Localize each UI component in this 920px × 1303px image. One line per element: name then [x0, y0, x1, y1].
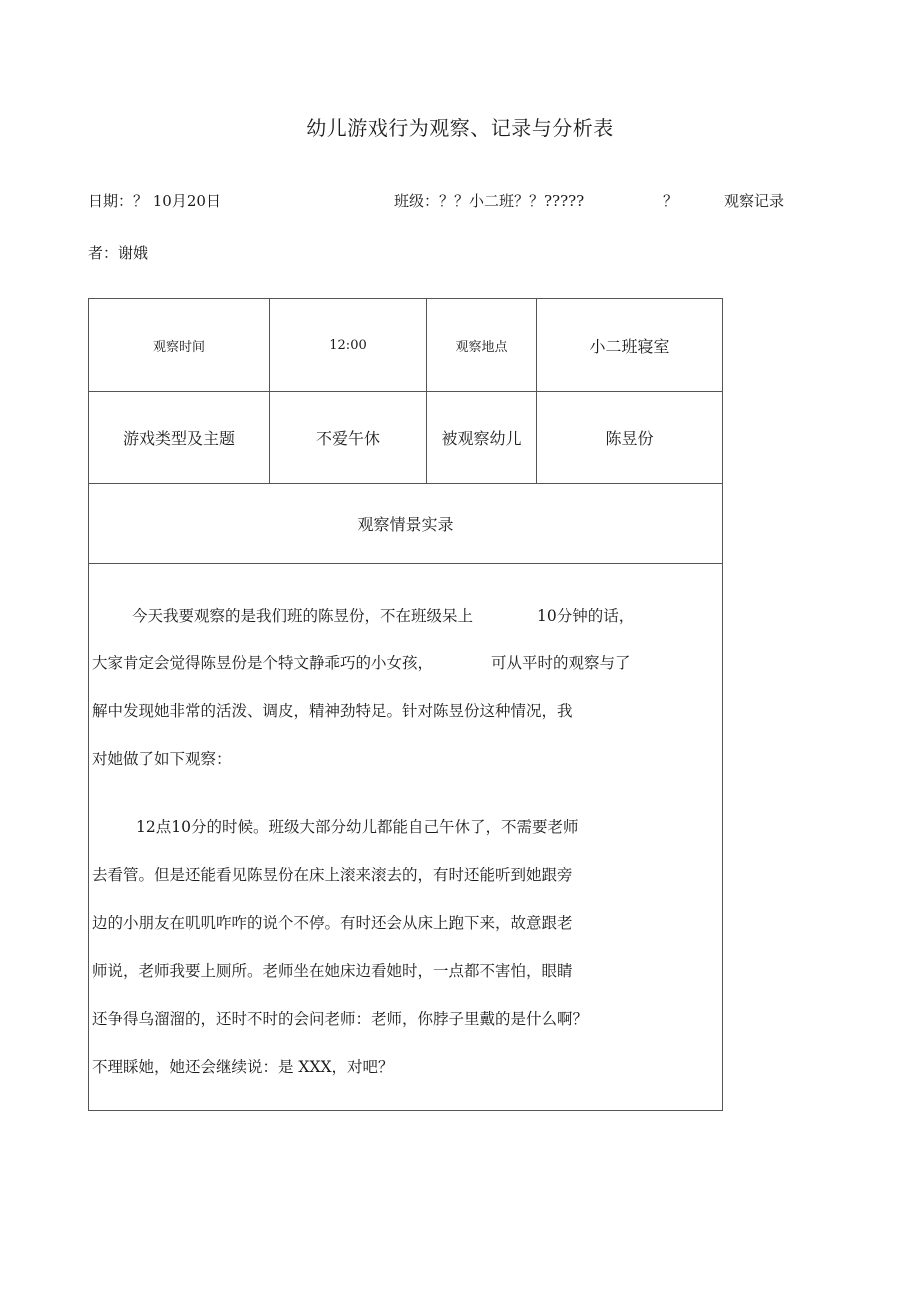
paragraph2-line1: 12点10分的时候。班级大部分幼儿都能自己午休了，不需要老师: [136, 818, 579, 836]
paragraph1-line2-text-b: 可从平时的观察与了: [491, 654, 631, 672]
paragraph1-line1-text-a: 今天我要观察的是我们班的陈昱份，不在班级呆上: [132, 607, 474, 625]
place-label-cell: 观察地点: [427, 299, 537, 391]
table-row-section-heading: [89, 484, 722, 564]
paragraph2-line3: 边的小朋友在叽叽咋咋的说个不停。有时还会从床上跑下来，故意跟老: [92, 914, 573, 932]
section-heading: 观察情景实录: [357, 515, 454, 534]
child-value-cell: 陈昱份: [605, 429, 654, 448]
observation-table: [88, 298, 723, 1111]
table-row-type-child: [89, 392, 722, 484]
paragraph2-line6: 不理睬她，她还会继续说：是 XXX，对吧？: [92, 1058, 394, 1076]
paragraph1-line4: 对她做了如下观察：: [92, 750, 232, 768]
paragraph2-line5: 还争得乌溜溜的，还时不时的会问老师：老师，你脖子里戴的是什么啊？: [92, 1010, 589, 1028]
type-value-cell: 不爱午休: [270, 392, 427, 483]
type-label-cell: 游戏类型及主题: [89, 392, 270, 483]
paragraph2-line2: 去看管。但是还能看见陈昱份在床上滚来滚去的，有时还能听到她跟旁: [92, 866, 573, 884]
time-label-cell: 观察时间: [89, 299, 270, 391]
paragraph1-line1-text-b: 10分钟的话，: [537, 607, 635, 625]
time-value-cell: 12:00: [270, 299, 427, 391]
gap-mark: ？: [663, 192, 679, 210]
paragraph1-line2: [92, 651, 631, 673]
place-value-cell: 小二班寝室: [589, 336, 670, 356]
recorder-label-start: 观察记录: [724, 192, 785, 210]
recorder-field: 者：谢娥: [88, 244, 149, 262]
page-title: 幼儿游戏行为观察、记录与分析表: [306, 116, 614, 140]
date-field: 日期：？ 10月20日: [88, 192, 221, 210]
class-field: 班级：？？小二班？？?????: [394, 192, 585, 210]
paragraph2-line4: 师说，老师我要上厕所。老师坐在她床边看她时，一点都不害怕，眼睛: [92, 962, 573, 980]
observation-record-body: [89, 564, 722, 1110]
paragraph1-line2-text-a: 大家肯定会觉得陈昱份是个特文静乖巧的小女孩，: [92, 654, 434, 672]
paragraph1-line1: [92, 604, 634, 626]
table-row-time-place: [89, 299, 722, 392]
child-label-cell: 被观察幼儿: [427, 392, 537, 483]
paragraph1-line3: 解中发现她非常的活泼、调皮，精神劲特足。针对陈昱份这种情况，我: [92, 702, 573, 720]
